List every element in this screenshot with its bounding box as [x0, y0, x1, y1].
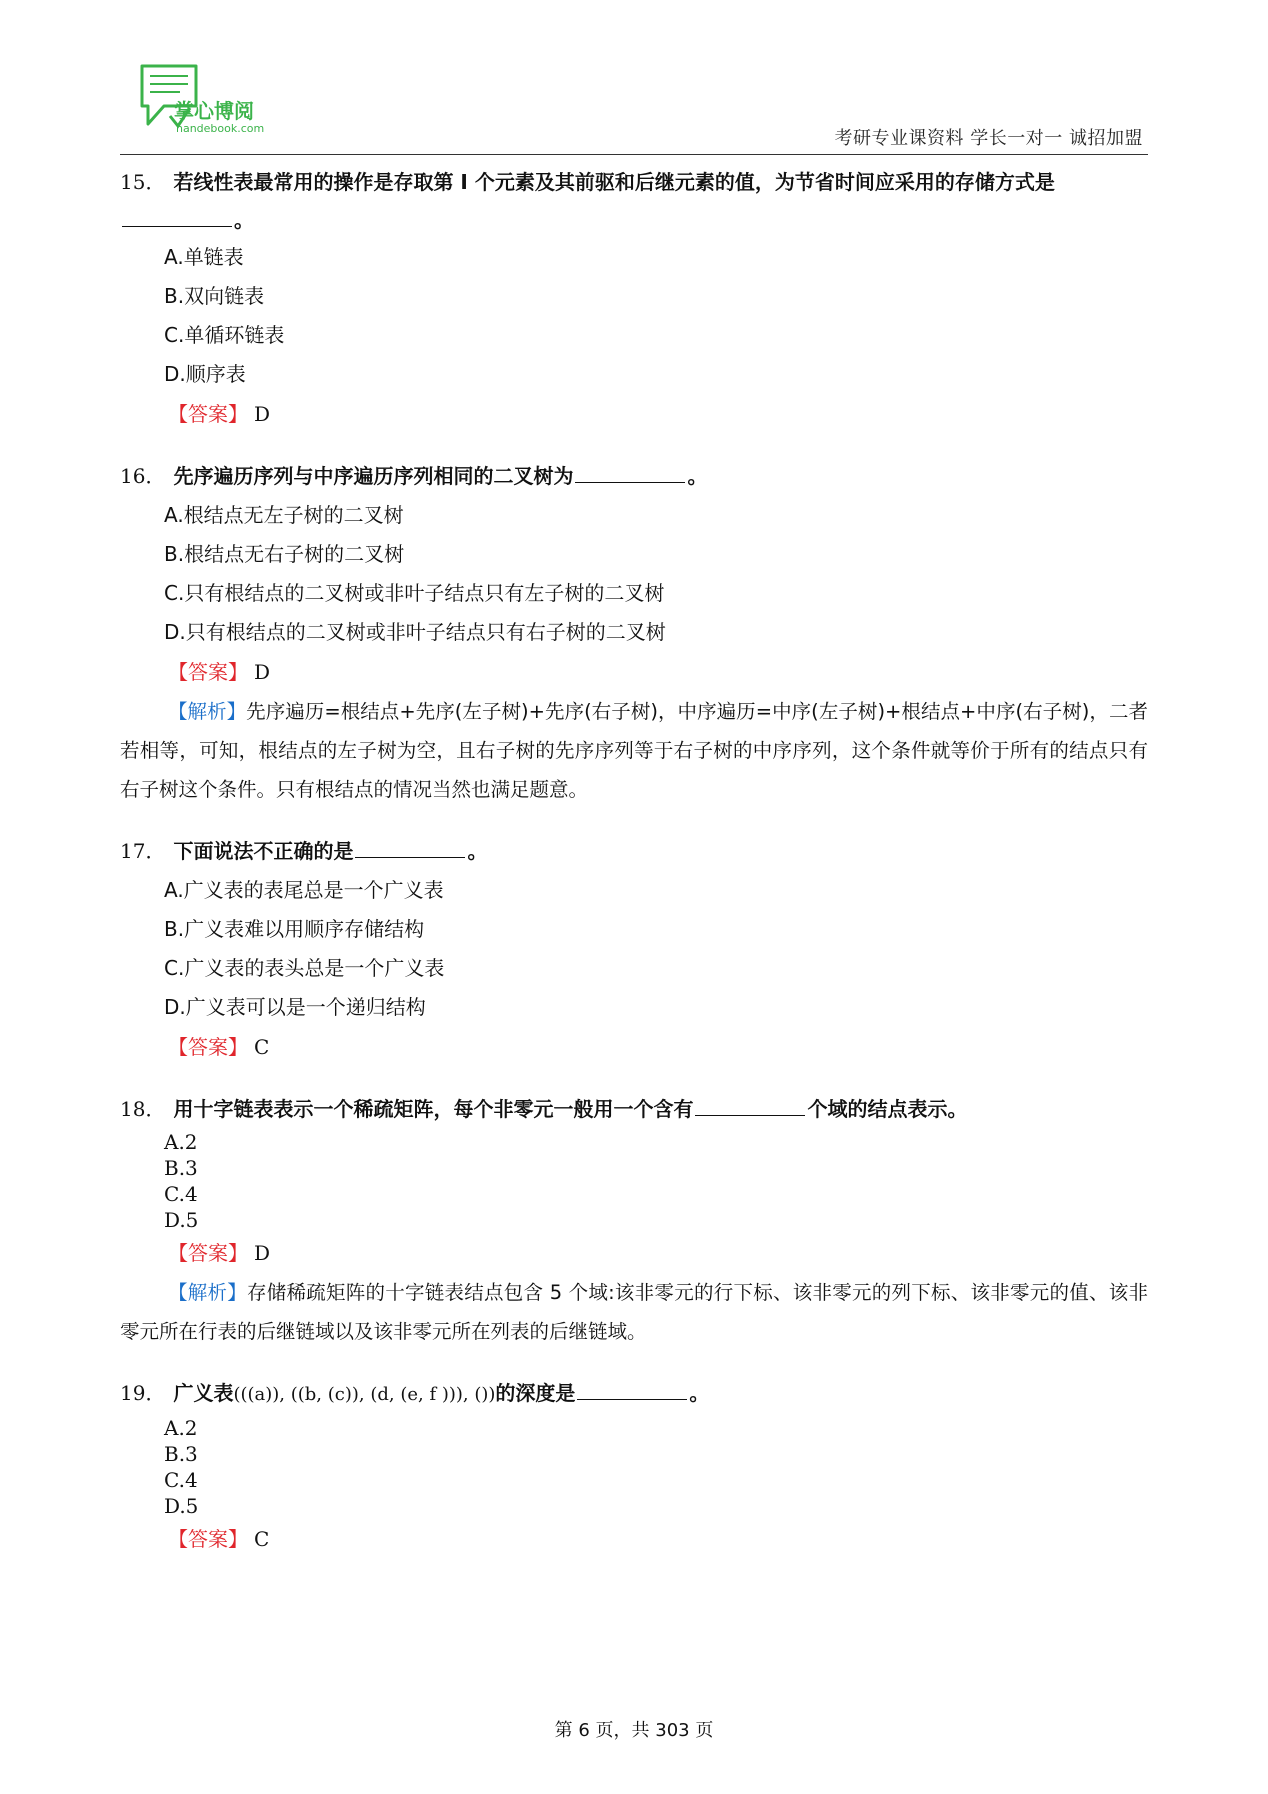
option-b: B.双向链表	[164, 284, 265, 308]
options-list	[120, 238, 1148, 394]
answer-tag: 【答案】	[168, 1527, 248, 1551]
explanation-text: 存储稀疏矩阵的十字链表结点包含 5 个域:该非零元的行下标、该非零元的列下标、该非零元的值、该非零元所在行表的后继链域以及该非零元所在列表的后继链域。	[120, 1281, 1148, 1343]
option-c: C.单循环链表	[164, 323, 285, 347]
question-stem-end: 。	[689, 1381, 710, 1405]
question-stem-end: 。	[467, 839, 488, 863]
answer-blank	[577, 1398, 687, 1400]
question-number: 15．	[120, 170, 166, 194]
option-d: D.广义表可以是一个递归结构	[164, 995, 426, 1019]
answer-line	[120, 1233, 1148, 1273]
question-stem: 广义表	[173, 1381, 234, 1405]
answer-value: C	[254, 1527, 270, 1551]
question-stem-end: 个域的结点表示。	[807, 1097, 968, 1121]
option-c: C.广义表的表头总是一个广义表	[164, 956, 445, 980]
answer-tag: 【答案】	[168, 402, 248, 426]
question-19	[120, 1373, 1148, 1559]
question-stem: 用十字链表表示一个稀疏矩阵，每个非零元一般用一个含有	[173, 1097, 694, 1121]
option-c: C.4	[164, 1182, 198, 1206]
answer-line	[120, 1519, 1148, 1559]
question-stem: 先序遍历序列与中序遍历序列相同的二叉树为	[173, 464, 574, 488]
options-list	[120, 496, 1148, 652]
explanation	[120, 692, 1148, 809]
answer-blank	[355, 856, 465, 858]
explanation-tag: 【解析】	[168, 700, 247, 723]
question-16	[120, 456, 1148, 809]
answer-value: C	[254, 1035, 270, 1059]
option-b: B.根结点无右子树的二叉树	[164, 542, 405, 566]
page-number: 第 6 页，共 303 页	[554, 1720, 714, 1741]
answer-value: D	[254, 1241, 271, 1265]
question-15	[120, 162, 1148, 434]
option-a: A.单链表	[164, 245, 244, 269]
option-a: A.2	[164, 1130, 198, 1154]
question-17	[120, 831, 1148, 1067]
option-d: D.5	[164, 1208, 199, 1232]
answer-value: D	[254, 660, 271, 684]
generalized-list-expression: (((a)), ((b, (c)), (d, (e, f ))), ())	[233, 1384, 496, 1405]
logo-brand-text: 掌心博阅	[174, 99, 254, 123]
question-stem: 若线性表最常用的操作是存取第 I 个元素及其前驱和后继元素的值，为节省时间应采用的存储方式是	[173, 170, 1055, 194]
question-number: 18．	[120, 1097, 166, 1121]
option-a: A.2	[164, 1416, 198, 1440]
options-list	[120, 1415, 1148, 1519]
answer-tag: 【答案】	[168, 660, 248, 684]
options-list	[120, 871, 1148, 1027]
answer-tag: 【答案】	[168, 1035, 248, 1059]
option-a: A.广义表的表尾总是一个广义表	[164, 878, 444, 902]
question-stem-end: 。	[687, 464, 708, 488]
options-list	[120, 1129, 1148, 1233]
option-b: B.3	[164, 1442, 198, 1466]
question-number: 17．	[120, 839, 166, 863]
answer-tag: 【答案】	[168, 1241, 248, 1265]
answer-value: D	[254, 402, 271, 426]
explanation-tag: 【解析】	[168, 1281, 248, 1304]
explanation-text: 先序遍历=根结点+先序(左子树)+先序(右子树)，中序遍历=中序(左子树)+根结点+中序(右子树)，二者若相等，可知，根结点的左子树为空，且右子树的先序序列等于右子树的中序序列，这个条件就等价于所有的结点只有右子树这个条件。只有根结点的情况当然也满足题意。	[120, 700, 1148, 801]
option-a: A.根结点无左子树的二叉树	[164, 503, 404, 527]
option-b: B.广义表难以用顺序存储结构	[164, 917, 425, 941]
header-tagline: 考研专业课资料 学长一对一 诚招加盟	[834, 128, 1143, 149]
option-c: C.4	[164, 1468, 198, 1492]
answer-blank	[695, 1114, 805, 1116]
handebook-logo	[134, 60, 284, 150]
question-18	[120, 1089, 1148, 1351]
option-d: D.5	[164, 1494, 199, 1518]
answer-blank	[122, 225, 232, 227]
explanation	[120, 1273, 1148, 1351]
question-stem-end: 。	[234, 208, 254, 232]
logo-domain-text: handebook.com	[176, 122, 265, 135]
option-b: B.3	[164, 1156, 198, 1180]
answer-line	[120, 652, 1148, 692]
answer-blank	[575, 481, 685, 483]
question-number: 19．	[120, 1381, 166, 1405]
question-stem-mid: 的深度是	[495, 1381, 576, 1405]
question-list	[120, 162, 1148, 1559]
header-divider	[120, 154, 1148, 155]
question-number: 16．	[120, 464, 166, 488]
question-stem: 下面说法不正确的是	[173, 839, 354, 863]
answer-line	[120, 394, 1148, 434]
option-d: D.只有根结点的二叉树或非叶子结点只有右子树的二叉树	[164, 620, 666, 644]
answer-line	[120, 1027, 1148, 1067]
option-c: C.只有根结点的二叉树或非叶子结点只有左子树的二叉树	[164, 581, 665, 605]
option-d: D.顺序表	[164, 362, 246, 386]
